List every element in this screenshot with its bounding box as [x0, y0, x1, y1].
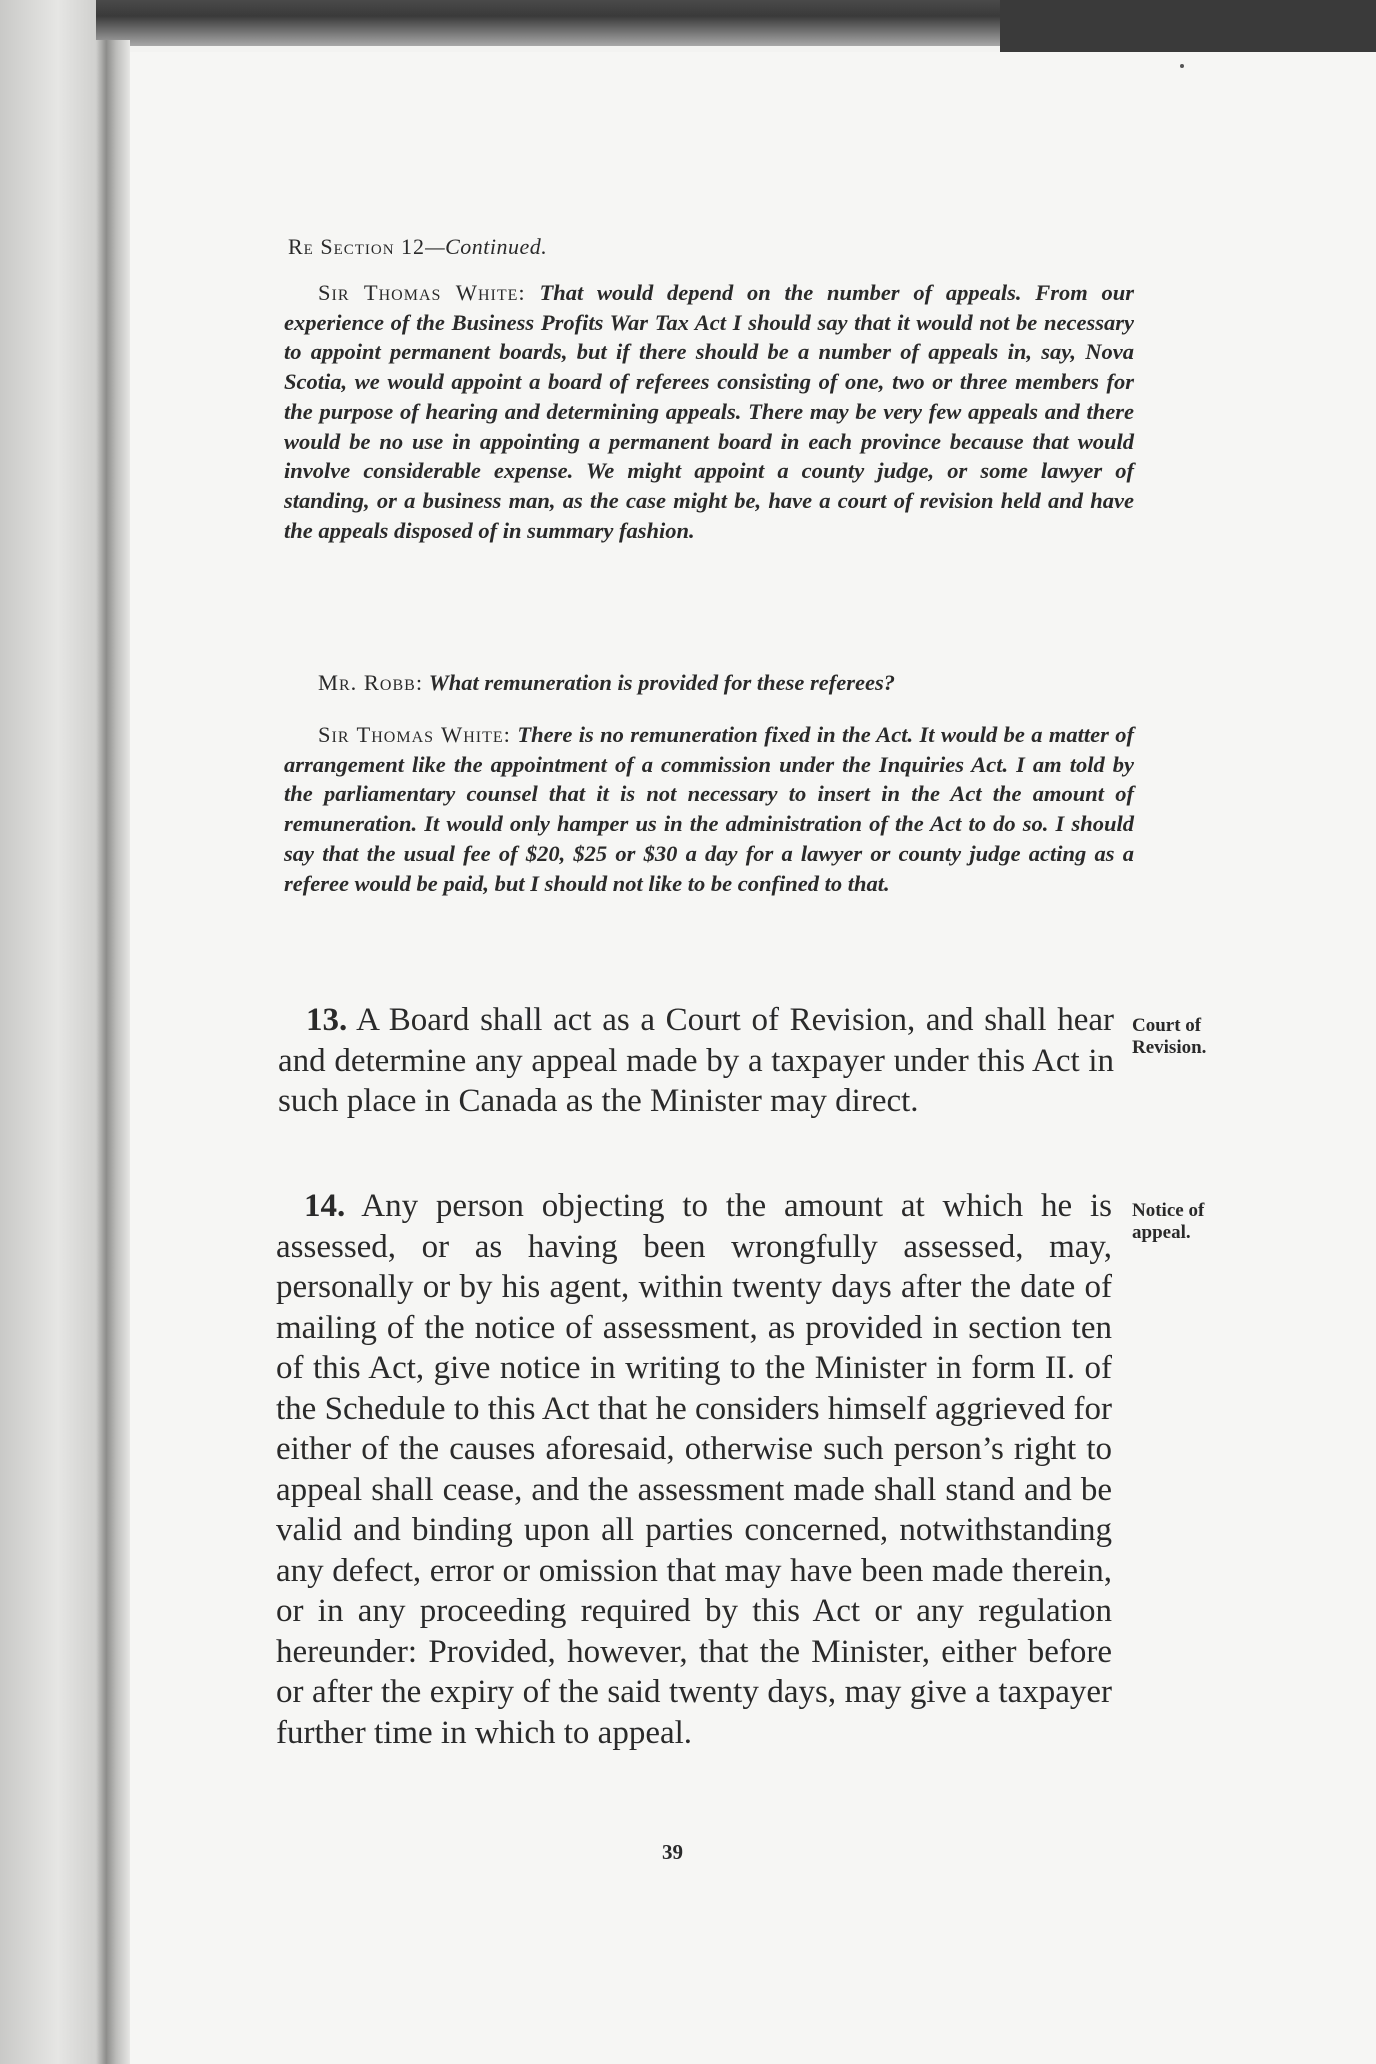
- scan-top-border-right: [1000, 0, 1376, 58]
- statute-section-13: [278, 1000, 1114, 1122]
- margin-note-notice-of-appeal: Notice of appeal.: [1132, 1200, 1205, 1243]
- scan-left-margin: [0, 0, 96, 2064]
- speaker-name: Sir Thomas White:: [318, 280, 526, 305]
- statute-section-14: [276, 1186, 1112, 1753]
- section-header: [288, 234, 1138, 260]
- dust-speck: [1180, 64, 1184, 68]
- speaker-name: Sir Thomas White:: [318, 722, 511, 747]
- section-header-continued: —Continued.: [425, 234, 548, 259]
- discussion-paragraph-1: [284, 278, 1134, 545]
- section-header-ref: Re Section 12: [288, 234, 426, 259]
- speech-text: There is no remuneration fixed in the Act. It would be a matter of arrangement like the appointment of a commission under the Inquiries Act. I am told by the parliamentary counsel that it is not necessary to insert in the Act the amount of remuneration. It would only hamper us in the administration of the Act to do so. I should say that the usual fee of $20, $25 or $30 a day for a lawyer or county judge acting as a referee would be paid, but I should not like to be confined to that.: [284, 722, 1135, 896]
- margin-note-court-of-revision: Court of Revision.: [1132, 1015, 1207, 1058]
- section-text: Any person objecting to the amount at which he is assessed, or as having been wrongfully assessed, may, personally or by his agent, within twenty days after the date of mailing of the notice of assessment, as provided in section ten of this Act, give notice in writing to the Minister in form II. of the Schedule to this Act that he considers himself aggrieved for either of the causes aforesaid, otherwise such person’s right to appeal shall cease, and the assessment made shall stand and be valid and binding upon all parties concerned, notwithstanding any defect, error or omission that may have been made therein, or in any proceeding required by this Act or any regulation hereunder: Provided, however, that the Minister, either before or after the expiry of the said twenty days, may give a taxpayer further time in which to appeal.: [276, 1188, 1112, 1751]
- section-number: 14.: [304, 1188, 346, 1224]
- speech-text: That would depend on the number of appeals. From our experience of the Business Profits War Tax Act I should say that it would not be necessary to appoint permanent boards, but if there should be a number of appeals in, say, Nova Scotia, we would appoint a board of referees consisting of one, two or three members for the purpose of hearing and determining appeals. There may be very few appeals and there would be no use in appointing a permanent board in each province because that would involve considerable expense. We might appoint a county judge, or some lawyer of standing, or a business man, as the case might be, have a court of revision held and have the appeals disposed of in summary fashion.: [284, 280, 1135, 543]
- section-number: 13.: [306, 1002, 348, 1038]
- discussion-paragraph-3: [284, 720, 1134, 898]
- speaker-name: Mr. Robb:: [318, 670, 424, 695]
- book-binding-edge: [96, 40, 130, 2064]
- section-text: A Board shall act as a Court of Revision, and shall hear and determine any appeal made by a taxpayer under this Act in such place in Canada as the Minister may direct.: [278, 1002, 1114, 1119]
- speech-text: What remuneration is provided for these referees?: [428, 670, 895, 695]
- page-number: 39: [662, 1840, 683, 1864]
- discussion-paragraph-2: [284, 668, 1134, 698]
